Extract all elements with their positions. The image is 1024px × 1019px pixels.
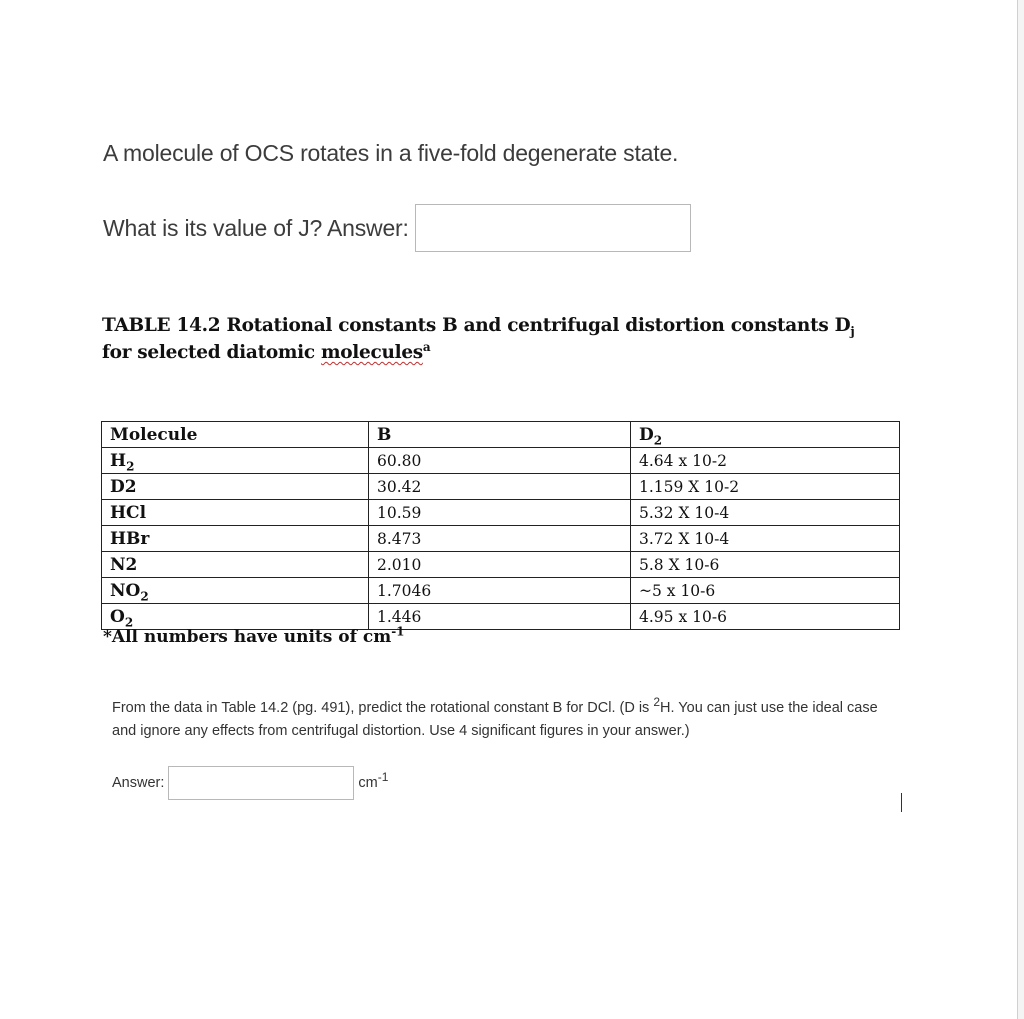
table-row	[102, 578, 900, 604]
question1-answer-row	[103, 204, 691, 252]
molecule-name: HCl	[110, 502, 147, 523]
cell-d: ~5 x 10-6	[631, 578, 900, 604]
molecule-subscript: 2	[126, 458, 135, 473]
cell-d: 3.72 X 10-4	[631, 526, 900, 552]
table-row	[102, 500, 900, 526]
table-caption-spellcheck-word: molecules	[320, 342, 423, 363]
cell-d: 5.8 X 10-6	[631, 552, 900, 578]
question2-unit-superscript: -1	[377, 770, 389, 785]
question1-answer-input[interactable]	[415, 204, 691, 252]
question2-answer-input[interactable]	[168, 766, 354, 800]
molecule-name: O	[110, 606, 125, 627]
question2-text-part1: From the data in Table 14.2 (pg. 491), predict the rotational constant B for DCl. (D is	[112, 700, 654, 716]
question2-prompt	[112, 697, 902, 743]
molecule-subscript: 2	[140, 588, 149, 603]
cell-b: 2.010	[369, 552, 631, 578]
cell-molecule	[102, 578, 369, 604]
cell-b: 30.42	[369, 474, 631, 500]
header-molecule: Molecule	[102, 422, 369, 448]
table-header-row	[102, 422, 900, 448]
header-d	[631, 422, 900, 448]
cell-d: 4.95 x 10-6	[631, 604, 900, 630]
question2-answer-label: Answer:	[112, 775, 165, 791]
table-row	[102, 448, 900, 474]
cell-molecule	[102, 526, 369, 552]
header-d-main: D	[639, 424, 654, 445]
rotational-constants-table	[101, 421, 900, 630]
table-row	[102, 604, 900, 630]
table-caption-part1: TABLE 14.2 Rotational constants B and centrifugal distortion constants D	[102, 315, 851, 336]
molecule-name: HBr	[110, 528, 150, 549]
text-cursor	[901, 793, 902, 812]
table-caption-part2: for selected diatomic	[102, 342, 321, 363]
cell-b: 1.446	[369, 604, 631, 630]
table-caption-superscript: a	[422, 339, 431, 354]
cell-b: 8.473	[369, 526, 631, 552]
table-footnote-superscript: -1	[391, 624, 405, 639]
question2-text-part2: H. You can just use the ideal case and ignore any effects from centrifugal distortion. Use 4 significant figures in your answer.)	[112, 700, 878, 739]
table-footnote-text: *All numbers have units of cm	[103, 627, 392, 647]
table-row	[102, 526, 900, 552]
table-footnote	[103, 624, 405, 647]
cell-d: 5.32 X 10-4	[631, 500, 900, 526]
molecule-name: NO	[110, 580, 141, 601]
cell-molecule	[102, 448, 369, 474]
molecule-name: N2	[110, 554, 138, 575]
window-right-edge	[1017, 0, 1024, 1019]
cell-molecule	[102, 604, 369, 630]
table-caption-subscript: j	[850, 324, 855, 339]
molecule-name: D2	[110, 476, 137, 497]
cell-b: 1.7046	[369, 578, 631, 604]
cell-b: 10.59	[369, 500, 631, 526]
cell-d: 1.159 X 10-2	[631, 474, 900, 500]
header-b: B	[369, 422, 631, 448]
header-d-sub: 2	[653, 432, 663, 447]
cell-molecule	[102, 500, 369, 526]
question2-unit	[358, 770, 389, 791]
question1-answer-label: What is its value of J? Answer:	[103, 214, 409, 241]
question2-superscript: 2	[653, 695, 661, 710]
cell-d: 4.64 x 10-2	[631, 448, 900, 474]
question2-unit-main: cm	[358, 775, 378, 791]
table-row	[102, 552, 900, 578]
molecule-subscript: 2	[124, 614, 134, 629]
question2-answer-row	[112, 766, 388, 800]
cell-molecule	[102, 474, 369, 500]
cell-b: 60.80	[369, 448, 631, 474]
table-caption	[102, 312, 882, 366]
table-row	[102, 474, 900, 500]
question1-prompt: A molecule of OCS rotates in a five-fold degenerate state.	[103, 140, 679, 166]
cell-molecule	[102, 552, 369, 578]
molecule-name: H	[110, 450, 127, 471]
